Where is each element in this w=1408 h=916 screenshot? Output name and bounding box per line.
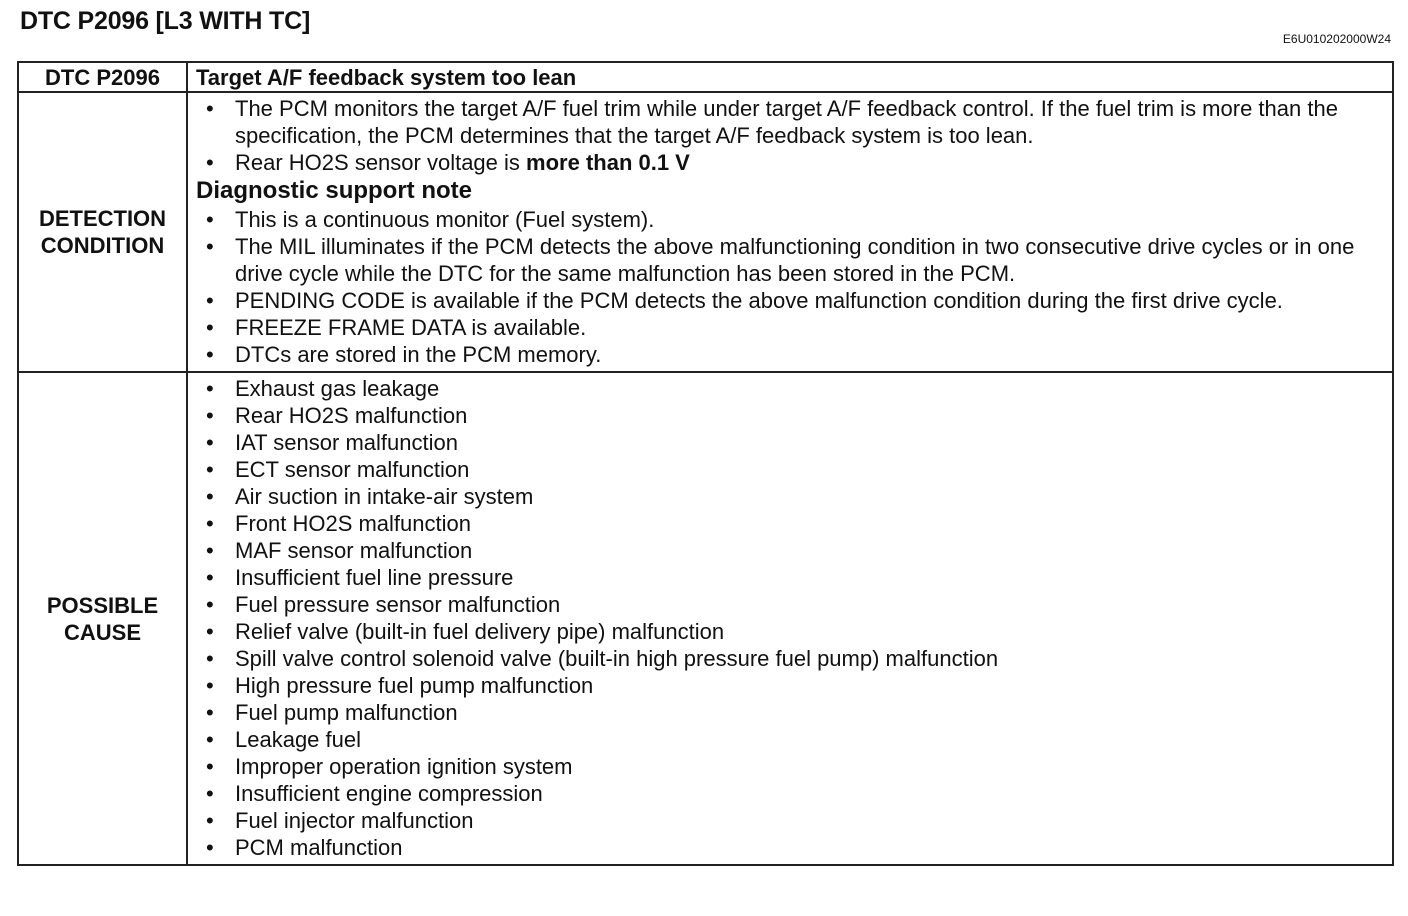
list-item: • FREEZE FRAME DATA is available.: [196, 314, 1384, 341]
list-item: • Leakage fuel: [196, 726, 1384, 753]
list-item: • IAT sensor malfunction: [196, 429, 1384, 456]
detection-label-line1: DETECTION: [38, 206, 167, 231]
voltage-text: Rear HO2S sensor voltage is: [235, 150, 527, 175]
list-item: • ECT sensor malfunction: [196, 456, 1384, 483]
list-item: • Rear HO2S malfunction: [196, 402, 1384, 429]
list-item: • PENDING CODE is available if the PCM detects the above malfunction condition during the first drive cycle.: [196, 287, 1384, 314]
list-item: • High pressure fuel pump malfunction: [196, 672, 1384, 699]
detection-label-line2: CONDITION: [40, 233, 165, 258]
detection-list: [196, 95, 1384, 176]
cause-list: [196, 375, 1384, 861]
list-item: • Front HO2S malfunction: [196, 510, 1384, 537]
list-item: • Fuel pressure sensor malfunction: [196, 591, 1384, 618]
list-item: • DTCs are stored in the PCM memory.: [196, 341, 1384, 368]
list-item: • Air suction in intake-air system: [196, 483, 1384, 510]
note-list: [196, 206, 1384, 368]
list-item: • The MIL illuminates if the PCM detects the above malfunctioning condition in two consecutive drive cycles or in one drive cycle while the DTC for the same malfunction has been stored in the PCM.: [196, 233, 1384, 287]
list-item: • Improper operation ignition system: [196, 753, 1384, 780]
possible-cause-content: [187, 372, 1393, 865]
detection-condition-row: [18, 92, 1393, 372]
cause-label-line1: POSSIBLE: [46, 592, 159, 618]
list-item: • Insufficient engine compression: [196, 780, 1384, 807]
page-title: DTC P2096 [L3 WITH TC]: [20, 7, 311, 35]
voltage-threshold: more than 0.1 V: [526, 150, 690, 175]
dtc-description-cell: Target A/F feedback system too lean: [187, 62, 1393, 92]
list-item: • PCM malfunction: [196, 834, 1384, 861]
dtc-table: [17, 61, 1394, 866]
detection-condition-label: [18, 92, 187, 372]
cause-label-line2: CAUSE: [63, 619, 141, 645]
list-item: • MAF sensor malfunction: [196, 537, 1384, 564]
list-item: • Fuel pump malfunction: [196, 699, 1384, 726]
list-item-voltage: [196, 149, 1384, 176]
list-item: • Insufficient fuel line pressure: [196, 564, 1384, 591]
list-item: • This is a continuous monitor (Fuel system).: [196, 206, 1384, 233]
detection-condition-content: [187, 92, 1393, 372]
dtc-code-cell: DTC P2096: [18, 62, 187, 92]
list-item: • Exhaust gas leakage: [196, 375, 1384, 402]
list-item: • Spill valve control solenoid valve (built-in high pressure fuel pump) malfunction: [196, 645, 1384, 672]
document-code: E6U010202000W24: [1282, 32, 1391, 46]
table-header-row: [18, 62, 1393, 92]
diagnostic-support-note-heading: Diagnostic support note: [196, 177, 472, 204]
list-item: • Fuel injector malfunction: [196, 807, 1384, 834]
possible-cause-label: [18, 372, 187, 865]
list-item: • Relief valve (built-in fuel delivery pipe) malfunction: [196, 618, 1384, 645]
possible-cause-row: [18, 372, 1393, 865]
list-item: • The PCM monitors the target A/F fuel trim while under target A/F feedback control. If the fuel trim is more than the specification, the PCM determines that the target A/F feedback system is too lean.: [196, 95, 1384, 149]
